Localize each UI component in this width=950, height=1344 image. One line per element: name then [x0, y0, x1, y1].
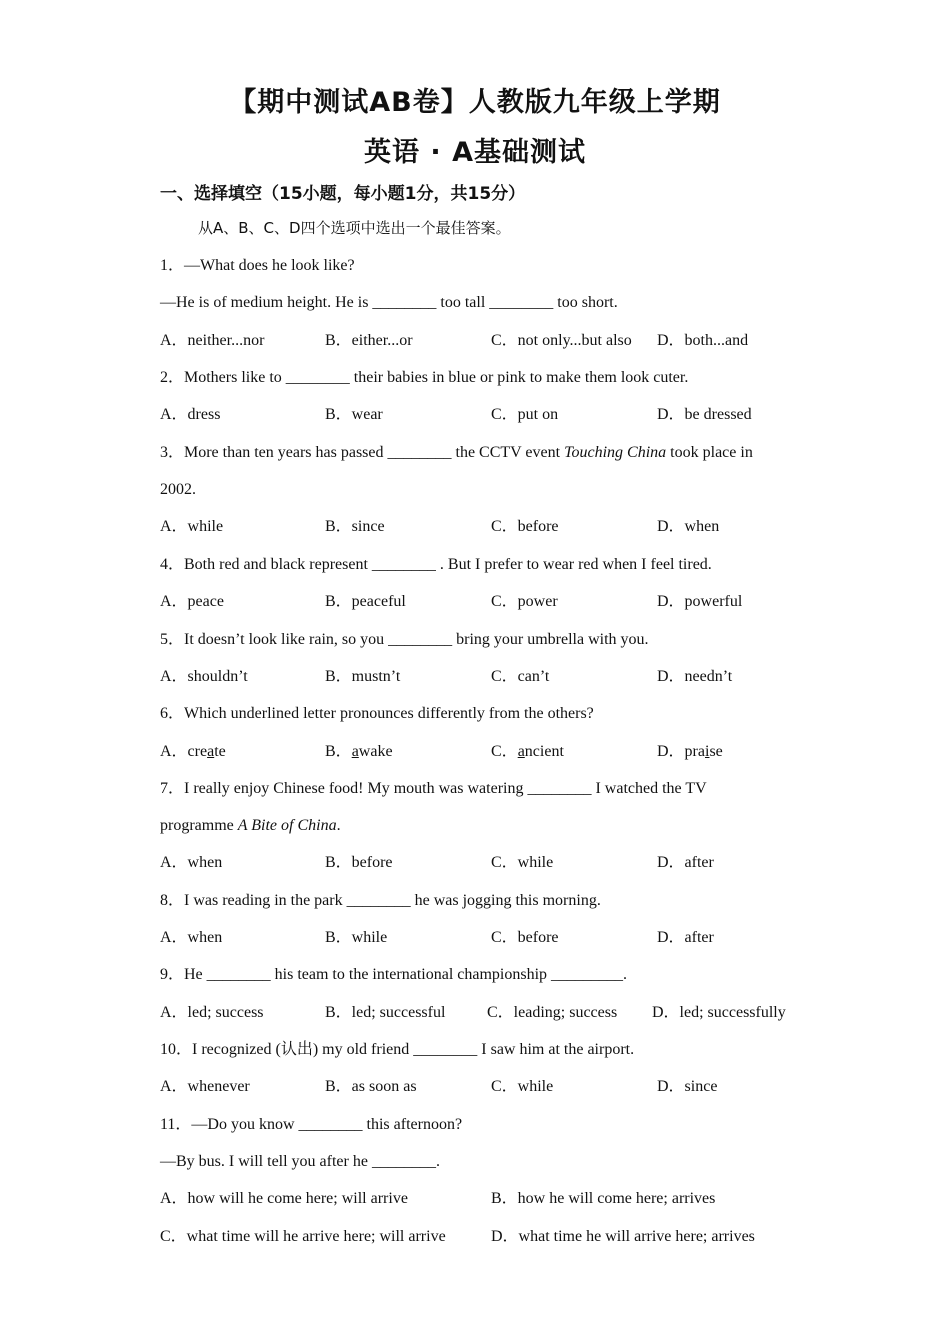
q7-option-c: C．while — [491, 854, 554, 871]
q6-option-c: C．ancient — [491, 743, 564, 760]
q4-option-c: C．power — [491, 593, 558, 610]
question-7-stem: 7．I really enjoy Chinese food! My mouth was watering ________ I watched the TV — [160, 780, 707, 797]
q5-option-a: A．shouldn’t — [160, 668, 248, 685]
question-6-stem: 6．Which underlined letter pronounces differently from the others? — [160, 705, 594, 722]
q6-option-a: A．create — [160, 743, 226, 760]
question-1-stem: 1．—What does he look like? — [160, 257, 355, 274]
question-10-stem: 10．I recognized (认出) my old friend ________ I saw him at the airport. — [160, 1041, 635, 1058]
q4-option-a: A．peace — [160, 593, 224, 610]
q11-option-b: B．how he will come here; arrives — [491, 1190, 716, 1207]
q3-option-d: D．when — [657, 518, 720, 535]
question-11-stem-2: —By bus. I will tell you after he ________. — [160, 1153, 440, 1170]
q9-option-c: C．leading; success — [487, 1004, 618, 1021]
q11-option-d: D．what time he will arrive here; arrives — [491, 1228, 755, 1245]
q7-option-a: A．when — [160, 854, 223, 871]
question-9-stem: 9．He ________ his team to the international championship _________. — [160, 966, 628, 983]
q11-option-c: C．what time will he arrive here; will arrive — [160, 1228, 446, 1245]
section-instruction: 从A、B、C、D四个选项中选出一个最佳答案。 — [198, 219, 511, 237]
section-heading: 一、选择填空（15小题，每小题1分，共15分） — [160, 184, 526, 204]
q8-option-d: D．after — [657, 929, 714, 946]
q10-option-a: A．whenever — [160, 1078, 250, 1095]
q9-option-b: B．led; successful — [325, 1004, 446, 1021]
q10-option-d: D．since — [657, 1078, 718, 1095]
q4-option-b: B．peaceful — [325, 593, 406, 610]
q8-option-c: C．before — [491, 929, 559, 946]
question-2-stem: 2．Mothers like to ________ their babies in blue or pink to make them look cuter. — [160, 369, 689, 386]
q1-option-b: B．either...or — [325, 332, 413, 349]
q6-option-b: B．awake — [325, 743, 393, 760]
q2-option-c: C．put on — [491, 406, 559, 423]
q9-option-a: A．led; success — [160, 1004, 264, 1021]
q1-option-a: A．neither...nor — [160, 332, 265, 349]
q7-option-b: B．before — [325, 854, 393, 871]
q3-option-b: B．since — [325, 518, 385, 535]
question-4-stem: 4．Both red and black represent ________ . But I prefer to wear red when I feel tired. — [160, 556, 712, 573]
q1-option-c: C．not only...but also — [491, 332, 632, 349]
q3-option-a: A．while — [160, 518, 224, 535]
q2-option-d: D．be dressed — [657, 406, 752, 423]
question-3-stem-2: 2002. — [160, 481, 196, 498]
q6-option-d: D．praise — [657, 743, 723, 760]
q10-option-c: C．while — [491, 1078, 554, 1095]
question-1-stem-2: —He is of medium height. He is ________ too tall ________ too short. — [160, 294, 618, 311]
q5-option-b: B．mustn’t — [325, 668, 401, 685]
question-5-stem: 5．It doesn’t look like rain, so you ________ bring your umbrella with you. — [160, 631, 649, 648]
q11-option-a: A．how will he come here; will arrive — [160, 1190, 408, 1207]
q2-option-a: A．dress — [160, 406, 221, 423]
q9-option-d: D．led; successfully — [652, 1004, 786, 1021]
question-8-stem: 8．I was reading in the park ________ he was jogging this morning. — [160, 892, 601, 909]
exam-subtitle: 英语 · A基础测试 — [364, 137, 586, 168]
q7-option-d: D．after — [657, 854, 714, 871]
q2-option-b: B．wear — [325, 406, 383, 423]
q5-option-d: D．needn’t — [657, 668, 733, 685]
q3-option-c: C．before — [491, 518, 559, 535]
q10-option-b: B．as soon as — [325, 1078, 417, 1095]
q1-option-d: D．both...and — [657, 332, 749, 349]
q5-option-c: C．can’t — [491, 668, 550, 685]
question-3-stem: 3．More than ten years has passed ________ the CCTV event Touching China took place in — [160, 444, 753, 461]
question-7-stem-2: programme A Bite of China. — [160, 817, 341, 834]
exam-title: 【期中测试AB卷】人教版九年级上学期 — [229, 87, 721, 118]
question-11-stem: 11．—Do you know ________ this afternoon? — [160, 1116, 463, 1133]
q8-option-b: B．while — [325, 929, 388, 946]
q4-option-d: D．powerful — [657, 593, 743, 610]
q8-option-a: A．when — [160, 929, 223, 946]
